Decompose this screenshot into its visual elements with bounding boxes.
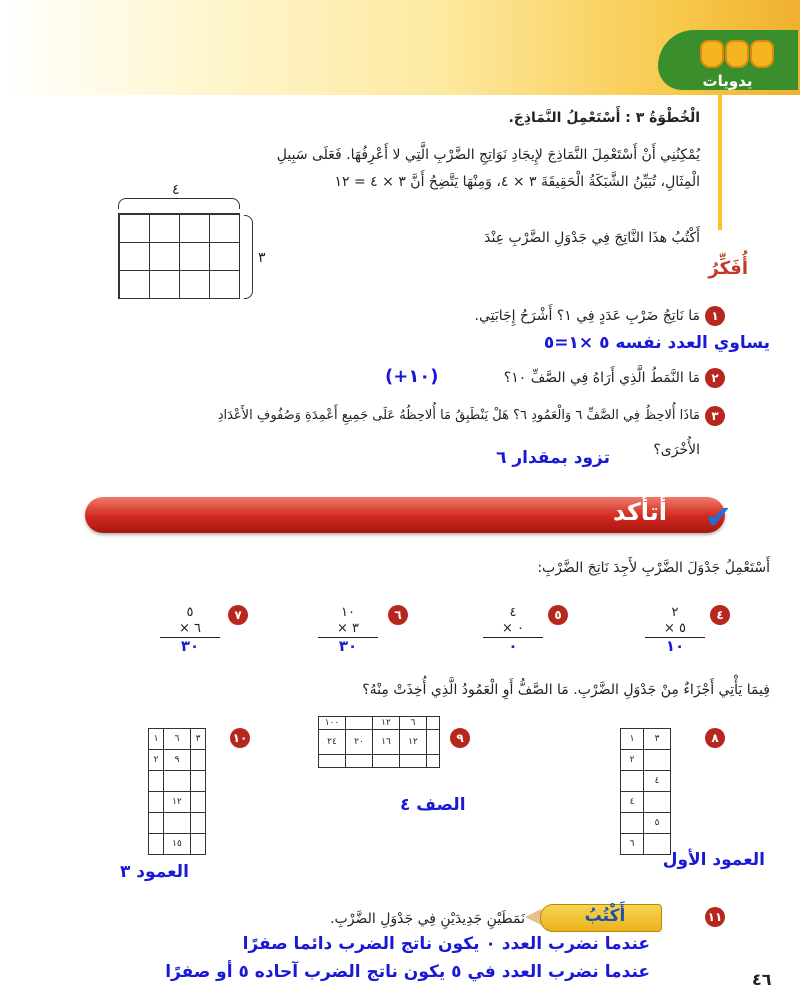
exercise-bottom: ٥ × (663, 621, 686, 636)
fragment-cell (149, 813, 164, 834)
fragment-cell: ٤ (621, 792, 644, 813)
fragment-cell (149, 792, 164, 813)
question-2: مَا النَّمَطُ الَّذِي أَرَاهُ فِي الصَّفِّ ١٠؟ (503, 370, 700, 386)
fragment-cell: ٦ (400, 717, 427, 730)
question-number: ٣ (705, 406, 725, 426)
grid-side-label: ٣ (258, 250, 266, 266)
step-heading: الْخُطْوَةُ ٣ : أَسْتَعْمِلُ النَّمَاذِجَ. (508, 110, 700, 126)
table-fragment-9 (318, 716, 440, 768)
think-heading: أُفَكِّرُ (708, 258, 748, 279)
fragment-10-answer: العمود ٣ (120, 862, 189, 882)
question-1: مَا نَاتِجُ ضَرْبِ عَدَدٍ فِي ١؟ أَشْرَحُ إِجَابَتِي. (474, 308, 700, 324)
exercise-5 (483, 605, 543, 654)
fragment-cell (191, 771, 206, 792)
fragment-cell (644, 792, 671, 813)
multiplication-grid (118, 213, 240, 299)
exercise-bottom: ٦ × (178, 621, 201, 636)
fragment-cell (427, 755, 440, 768)
fragment-cell: ٢٤ (319, 730, 346, 755)
fragment-cell: ٩ (164, 750, 191, 771)
exercise-number: ١١ (705, 907, 725, 927)
fragment-cell (644, 750, 671, 771)
exercise-4 (645, 605, 705, 654)
fragment-cell (346, 755, 373, 768)
pencil-tip (525, 909, 541, 925)
page-number: ٤٦ (752, 970, 772, 989)
grid-top-brace (118, 198, 240, 209)
fragment-cell: ١٢ (400, 730, 427, 755)
exercise-answer: ١٠ (645, 637, 705, 654)
exercise-top: ٥ (186, 605, 194, 620)
question-3-line-2: الأُخْرَى؟ (653, 442, 700, 458)
table-fragment-10 (148, 728, 206, 855)
fragment-cell: ١٥ (164, 834, 191, 855)
step-line-2: الْمِثَالِ، تُبَيِّنُ الشَّبَكَةُ الْحَقِيقَةَ ٣ × ٤، وَمِنْهَا يَتَّضِحُ أَنَّ ٣ × ٤ = ١٢ (334, 174, 700, 190)
exercise-answer: ٠ (483, 637, 543, 654)
write-answer-1: عندما نضرب العدد ٠ يكون ناتج الضرب دائما صفرًا (242, 934, 650, 954)
fragment-cell: ٣ (644, 729, 671, 750)
exercise-number: ٩ (450, 728, 470, 748)
exercise-6 (318, 605, 378, 654)
fragment-cell (621, 771, 644, 792)
fragment-9-answer: الصف ٤ (400, 795, 466, 815)
fragment-cell: ١٢ (373, 717, 400, 730)
fragment-cell (621, 813, 644, 834)
fragment-cell: ٦ (164, 729, 191, 750)
answer-3: تزود بمقدار ٦ (496, 448, 610, 468)
fragment-cell (346, 717, 373, 730)
fragment-cell: ١ (621, 729, 644, 750)
grid-side-brace (244, 215, 253, 299)
write-label: أَكْتُبُ (584, 906, 626, 926)
write-answer-2: عندما نضرب العدد في ٥ يكون ناتج الضرب آحاده ٥ أو صفرًا (165, 962, 650, 982)
fragment-cell: ٢٠ (346, 730, 373, 755)
question-3-line-1: مَاذَا أُلاحِظُ فِي الصَّفِّ ٦ وَالْعَمُودِ ٦؟ هَلْ يَنْطَبِقُ مَا أُلاحِظُهُ عَلَى جَمِيعِ أَعْمِدَةِ وَصُفُوفِ الأَعْدَادِ (217, 408, 700, 423)
exercise-number: ٤ (710, 605, 730, 625)
exercise-answer: ٣٠ (160, 637, 220, 654)
hand-icon (725, 40, 749, 68)
hand-icon (750, 40, 774, 68)
fragment-cell: ٤ (644, 771, 671, 792)
step-line-3: أَكْتُبُ هذَا النَّاتِجَ فِي جَدْوَلِ الضَّرْبِ عِنْدَ (484, 230, 700, 246)
fragment-cell (191, 792, 206, 813)
exercise-top: ٢ (671, 605, 679, 620)
fragment-8-answer: العمود الأول (662, 850, 765, 870)
fragment-cell (191, 750, 206, 771)
exercise-number: ٧ (228, 605, 248, 625)
fragment-cell: ٢ (621, 750, 644, 771)
grid-top-label: ٤ (172, 182, 180, 198)
exercise-bottom: ٣ × (336, 621, 359, 636)
fragment-cell (373, 755, 400, 768)
fragment-cell (149, 834, 164, 855)
fragment-cell (164, 813, 191, 834)
fragment-cell (400, 755, 427, 768)
exercise-answer: ٣٠ (318, 637, 378, 654)
fragment-question: فِيمَا يَأْتِي أَجْزَاءٌ مِنْ جَدْوَلِ الضَّرْبِ. مَا الصَّفُّ أَوِ الْعَمُودُ الَّذِي أُخِذَتْ مِنْهُ؟ (362, 682, 770, 698)
fragment-cell (149, 771, 164, 792)
question-number: ٢ (705, 368, 725, 388)
exercise-top: ١٠ (341, 605, 355, 620)
question-number: ١ (705, 306, 725, 326)
exercise-bottom: ٠ × (501, 621, 524, 636)
exercise-number: ١٠ (230, 728, 250, 748)
step-line-1: يُمْكِنُنِي أَنْ أَسْتَعْمِلَ النَّمَاذِجَ لإِيجَادِ نَوَاتِجِ الضَّرْبِ الَّتِي لا أَعْرِفُهَا. فَعَلَى سَبِيلِ (276, 147, 700, 163)
exercise-number: ٨ (705, 728, 725, 748)
fragment-cell (164, 771, 191, 792)
tab-label: يدويات (702, 72, 753, 90)
fragment-cell: ٥ (644, 813, 671, 834)
checkmark-icon: ✔ (705, 498, 732, 536)
exercise-number: ٥ (548, 605, 568, 625)
fragment-cell: ١ (149, 729, 164, 750)
answer-2: (+١٠) (385, 366, 439, 387)
fragment-cell: ١٢ (164, 792, 191, 813)
margin-line (718, 95, 722, 230)
fragment-cell (191, 834, 206, 855)
exercise-top: ٤ (509, 605, 517, 620)
fragment-cell (191, 813, 206, 834)
answer-1: يساوي العدد نفسه ٥ ×١=٥ (543, 333, 770, 353)
fragment-cell (319, 755, 346, 768)
table-fragment-8 (620, 728, 671, 855)
fragment-cell (427, 730, 440, 755)
banner-label: أتأكد (612, 498, 668, 526)
write-prompt: نَمَطَيْنِ جَدِيدَيْنِ فِي جَدْوَلِ الضَّرْبِ. (330, 911, 525, 927)
hand-icon (700, 40, 724, 68)
fragment-cell: ١٠٠ (319, 717, 346, 730)
fragment-cell: ٣ (191, 729, 206, 750)
fragment-cell: ٢ (149, 750, 164, 771)
fragment-cell (427, 717, 440, 730)
fragment-cell: ١٦ (373, 730, 400, 755)
exercise-7 (160, 605, 220, 654)
fragment-cell: ٦ (621, 834, 644, 855)
exercise-number: ٦ (388, 605, 408, 625)
confirm-instruction: أَسْتَعْمِلُ جَدْوَلَ الضَّرْبِ لأَجِدَ نَاتِجَ الضَّرْبِ: (537, 560, 770, 576)
